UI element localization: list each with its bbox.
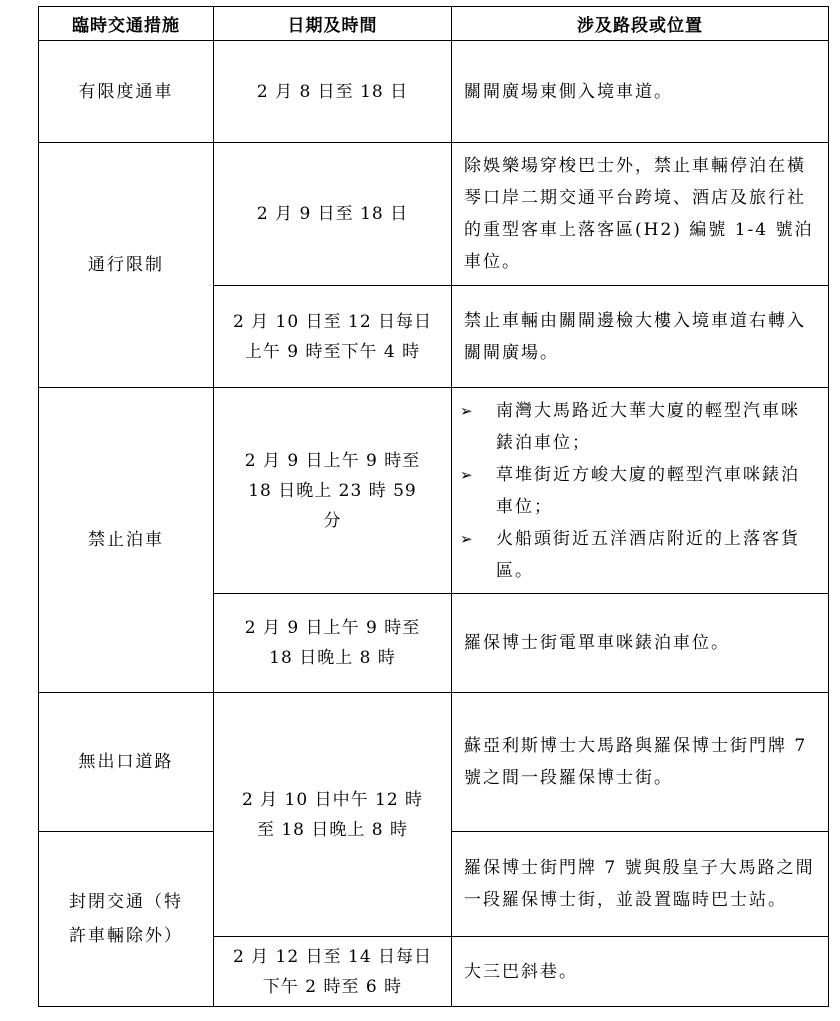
date-cell: 2 月 8 日至 18 日 bbox=[214, 41, 452, 143]
date-cell: 2 月 10 日至 12 日每日上午 9 時至下午 4 時 bbox=[214, 286, 452, 388]
arrow-bullet-icon: ➢ bbox=[460, 401, 475, 420]
header-date: 日期及時間 bbox=[214, 7, 452, 41]
header-measure: 臨時交通措施 bbox=[39, 7, 214, 41]
location-cell: 關閘廣場東側入境車道。 bbox=[452, 41, 829, 143]
date-cell: 2 月 9 日至 18 日 bbox=[214, 143, 452, 286]
location-cell: 羅保博士街電單車咪錶泊車位。 bbox=[452, 594, 829, 693]
measure-cell: 通行限制 bbox=[39, 143, 214, 388]
location-bullet-list bbox=[452, 388, 829, 594]
measure-cell: 封閉交通（特許車輛除外） bbox=[39, 832, 214, 1007]
header-location: 涉及路段或位置 bbox=[452, 7, 829, 41]
header-row bbox=[39, 7, 829, 41]
table-row bbox=[39, 143, 829, 286]
location-cell: 羅保博士街門牌 7 號與殷皇子大馬路之間一段羅保博士街，並設置臨時巴士站。 bbox=[452, 832, 829, 937]
table-row bbox=[39, 693, 829, 832]
measure-cell: 禁止泊車 bbox=[39, 388, 214, 693]
date-cell: 2 月 9 日上午 9 時至 18 日晚上 23 時 59 分 bbox=[214, 388, 452, 594]
date-cell: 2 月 10 日中午 12 時至 18 日晚上 8 時 bbox=[214, 693, 452, 937]
location-cell: 大三巴斜巷。 bbox=[452, 937, 829, 1007]
date-cell: 2 月 9 日上午 9 時至 18 日晚上 8 時 bbox=[214, 594, 452, 693]
list-item: ➢ 草堆街近方峻大廈的輕型汽車咪錶泊車位； bbox=[460, 459, 818, 523]
location-cell: 禁止車輛由關閘邊檢大樓入境車道右轉入關閘廣場。 bbox=[452, 286, 829, 388]
traffic-measures-table bbox=[38, 6, 829, 1007]
location-cell: 蘇亞利斯博士大馬路與羅保博士街門牌 7 號之間一段羅保博士街。 bbox=[452, 693, 829, 832]
table-row bbox=[39, 41, 829, 143]
location-cell: 除娛樂場穿梭巴士外，禁止車輛停泊在橫琴口岸二期交通平台跨境、酒店及旅行社的重型客車上落客區(H2) 編號 1-4 號泊車位。 bbox=[452, 143, 829, 286]
arrow-bullet-icon: ➢ bbox=[460, 529, 475, 548]
measure-cell: 無出口道路 bbox=[39, 693, 214, 832]
measure-cell: 有限度通車 bbox=[39, 41, 214, 143]
arrow-bullet-icon: ➢ bbox=[460, 465, 475, 484]
date-cell: 2 月 12 日至 14 日每日下午 2 時至 6 時 bbox=[214, 937, 452, 1007]
list-item: ➢ 南灣大馬路近大華大廈的輕型汽車咪錶泊車位； bbox=[460, 395, 818, 459]
list-item: ➢ 火船頭街近五洋酒店附近的上落客貨區。 bbox=[460, 523, 818, 587]
table-row bbox=[39, 388, 829, 594]
